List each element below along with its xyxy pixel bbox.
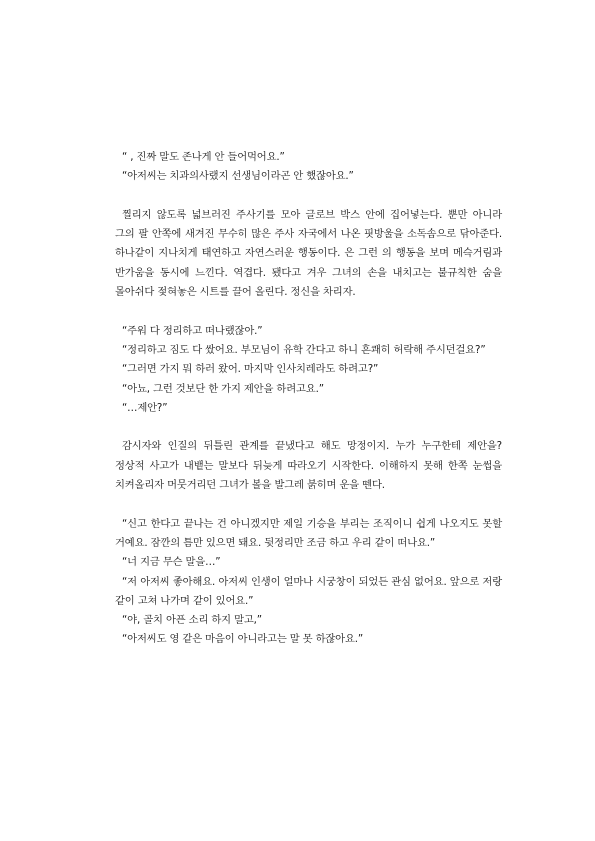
dialogue-line: “아뇨, 그런 것보단 한 가지 제안을 하려고요.” (122, 382, 324, 395)
paragraph-gap (115, 302, 502, 321)
dialogue-line: “정리하고 짐도 다 쌌어요. 부모님이 유학 간다고 하니 흔쾌히 허락해 주시던걸요?” (122, 343, 486, 356)
dialogue-line: “아저씨는 치과의사랬지 선생님이라곤 안 했잖아요.” (122, 170, 354, 183)
dialogue-line: “신고 한다고 끝나는 건 아니겠지만 제일 기승을 부리는 조직이니 쉽게 나오지도 못할 거예요. 잠깐의 틈만 있으면 돼요. 뒷정리만 조금 하고 우리 같이 떠나요.” (115, 517, 502, 549)
dialogue-line: “그러면 가지 뭐 하러 왔어. 마지막 인사치레라도 하려고?” (122, 363, 379, 376)
dialogue-line: “저 아저씨 좋아해요. 아저씨 인생이 얼마나 시궁창이 되었든 관심 없어요. 앞으로 저랑 같이 고쳐 나가며 같이 있어요.” (115, 575, 502, 607)
dialogue-line: “주워 다 정리하고 떠나랬잖아.” (122, 324, 263, 337)
narration-paragraph: 찔리지 않도록 넓브러진 주사기를 모아 글로브 박스 안에 집어넣는다. 뿐만 아니라 그의 팔 안쪽에 새겨진 무수히 많은 주사 자국에서 나온 핏방울을 소독솜으로 닦아준다. 하나같이 지나치게 태연하고 자연스러운 행동이다. 은 그런 의 행동을 보며 메슥거림과 반가움을 동시에 느낀다. 역겹다. 됐다고 겨우 그녀의 손을 내치고는 불규칙한 숨을 몰아쉬다 젖혀놓은 시트를 끌어 올린다. 정신을 차리자. (115, 208, 502, 299)
paragraph-gap (115, 187, 502, 206)
paragraph-gap (115, 495, 502, 514)
dialogue-line: “야, 골치 아픈 소리 하지 말고,” (122, 614, 262, 627)
paragraph-gap (115, 418, 502, 437)
dialogue-line: “…제안?” (122, 401, 168, 414)
dialogue-line: “ , 진짜 말도 존나게 안 들어먹어요.” (122, 151, 285, 163)
dialogue-line: “너 지금 무슨 말을…” (122, 556, 221, 569)
narration-paragraph: 감시자와 인질의 뒤틀린 관계를 끝냈다고 해도 망정이지. 누가 누구한테 제안을? 정상적 사고가 내뱉는 말보다 뒤늦게 따라오기 시작한다. 이해하지 못해 한쪽 눈썹을 치켜올리자 머뭇거리던 그녀가 볼을 발그레 붉히며 운을 뗀다. (115, 440, 502, 492)
dialogue-line: “아저씨도 영 같은 마음이 아니라고는 말 못 하잖아요.” (122, 633, 364, 646)
